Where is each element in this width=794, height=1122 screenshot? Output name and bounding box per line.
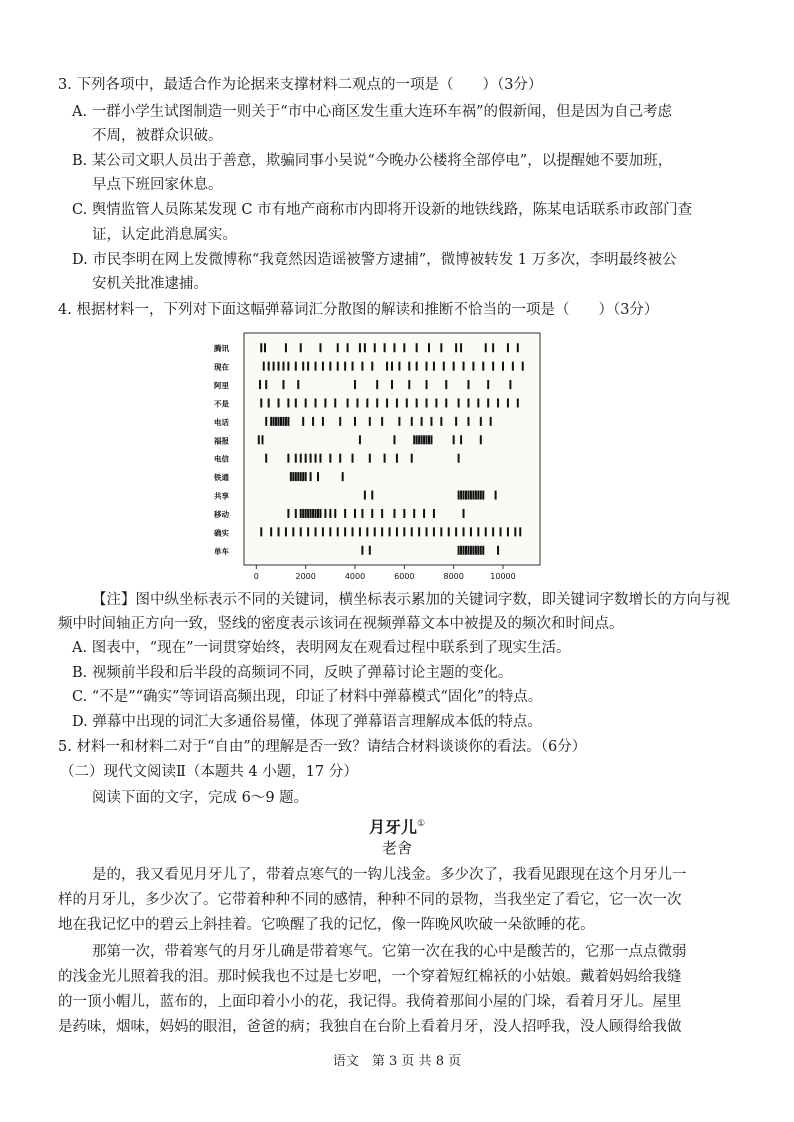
dispersion-plot (210, 325, 552, 585)
keyword-label: 腾讯 (214, 344, 229, 354)
section-heading: （二）现代文阅读Ⅱ（本题共 4 小题，17 分） (60, 764, 358, 780)
q4-option-a: A. 图表中，“现在”一词贯穿始终，表明网友在观看过程中联系到了现实生活。 (72, 640, 571, 656)
q3-option-c: C. 舆情监管人员陈某发现 C 市有地产商称市内即将开设新的地铁线路，陈某电话联系市政部门查 (72, 202, 693, 218)
x-tick-label: 4000 (344, 572, 366, 581)
q3-stem: 3. 下列各项中，最适合作为论据来支撑材料二观点的一项是（ ）（3分） (58, 77, 543, 93)
keyword-label: 电话 (214, 417, 229, 427)
q4-note-line1: 【注】图中纵坐标表示不同的关键词，横坐标表示累加的关键词字数，即关键词字数增长的方向与视 (92, 592, 730, 608)
story-title-text: 月牙儿 (368, 817, 417, 837)
paragraph-2-line-4: 是药味，烟味，妈妈的眼泪，爸爸的病；我独自在台阶上看着月牙，没人招呼我，没人顾得给我做 (58, 1019, 682, 1035)
q3-option-b-cont: 早点下班回家休息。 (92, 177, 223, 193)
x-tick-label: 8000 (443, 572, 464, 581)
keyword-label: 现在 (214, 362, 229, 372)
q4-option-c: C. “不是”“确实”等词语高频出现，印证了材料中弹幕模式“固化”的特点。 (72, 689, 543, 705)
keyword-label: 移动 (214, 509, 229, 519)
keyword-label: 确实 (214, 528, 229, 538)
q3-option-d: D. 市民李明在网上发微博称“我竟然因造谣被警方逮捕”，微博被转发 1 万多次，李明最终被公 (72, 252, 677, 268)
q3-option-b: B. 某公司文职人员出于善意，欺骗同事小吴说“今晚办公楼将全部停电”，以提醒她不要加班， (72, 153, 673, 169)
keyword-label: 共享 (214, 491, 229, 501)
keyword-label: 单车 (214, 546, 229, 556)
q5-stem: 5. 材料一和材料二对于“自由”的理解是否一致？请结合材料谈谈你的看法。（6分） (58, 739, 587, 755)
keyword-label: 福报 (214, 436, 229, 446)
keyword-label: 不是 (214, 399, 229, 409)
story-author: 老舍 (381, 839, 412, 857)
q3-option-d-cont: 安机关批准逮捕。 (92, 276, 208, 292)
q3-option-a-cont: 不周，被群众识破。 (92, 128, 223, 144)
q4-option-d: D. 弹幕中出现的词汇大多通俗易懂，体现了弹幕语言理解成本低的特点。 (72, 714, 542, 730)
q3-option-a: A. 一群小学生试图制造一则关于“市中心商区发生重大连环车祸”的假新闻，但是因为自己考虑 (72, 104, 673, 120)
paragraph-1-line-2: 样的月牙儿，多少次了。它带着种种不同的感情，种种不同的景物，当我坐定了看它，它一次一次 (58, 892, 682, 908)
lexical-dispersion-chart (210, 325, 552, 585)
q4-option-b: B. 视频前半段和后半段的高频词不同，反映了弹幕讨论主题的变化。 (72, 665, 513, 681)
keyword-label: 铁通 (214, 473, 229, 483)
keyword-label: 电信 (214, 454, 229, 464)
story-title (0, 814, 794, 837)
q4-stem: 4. 根据材料一，下列对下面这幅弹幕词汇分散图的解读和推断不恰当的一项是（ ）（3分） (58, 302, 659, 318)
x-tick-label: 2000 (295, 572, 316, 581)
x-tick-label: 0 (253, 572, 259, 581)
x-tick-label: 6000 (394, 572, 415, 581)
q4-note-line2: 频中时间轴正方向一致，竖线的密度表示该词在视频弹幕文本中被提及的频次和时间点。 (58, 616, 624, 632)
paragraph-1-line-3: 地在我记忆中的碧云上斜挂着。它唤醒了我的记忆，像一阵晚风吹破一朵欲睡的花。 (58, 917, 595, 933)
paragraph-2-line-3: 的一顶小帽儿，蓝布的，上面印着小小的花，我记得。我倚着那间小屋的门垛，看着月牙儿。屋里 (58, 994, 682, 1010)
page-footer: 语文 第 3 页 共 8 页 (332, 1054, 462, 1069)
paragraph-2-line-2: 的浅金光儿照着我的泪。那时候我也不过是七岁吧，一个穿着短红棉袄的小姑娘。戴着妈妈给我缝 (58, 969, 682, 985)
paragraph-1-line-1: 是的，我又看见月牙儿了，带着点寒气的一钩儿浅金。多少次了，我看见跟现在这个月牙儿一 (92, 867, 687, 883)
q3-option-c-cont: 证，认定此消息属实。 (92, 227, 237, 243)
footnote-mark: ① (416, 819, 426, 829)
keyword-label: 阿里 (214, 381, 229, 391)
paragraph-2-line-1: 那第一次，带着寒气的月牙儿确是带着寒气。它第一次在我的心中是酸苦的，它那一点点微弱 (92, 944, 687, 960)
x-tick-label: 10000 (490, 572, 516, 581)
section-instruction: 阅读下面的文字，完成 6～9 题。 (92, 790, 309, 806)
